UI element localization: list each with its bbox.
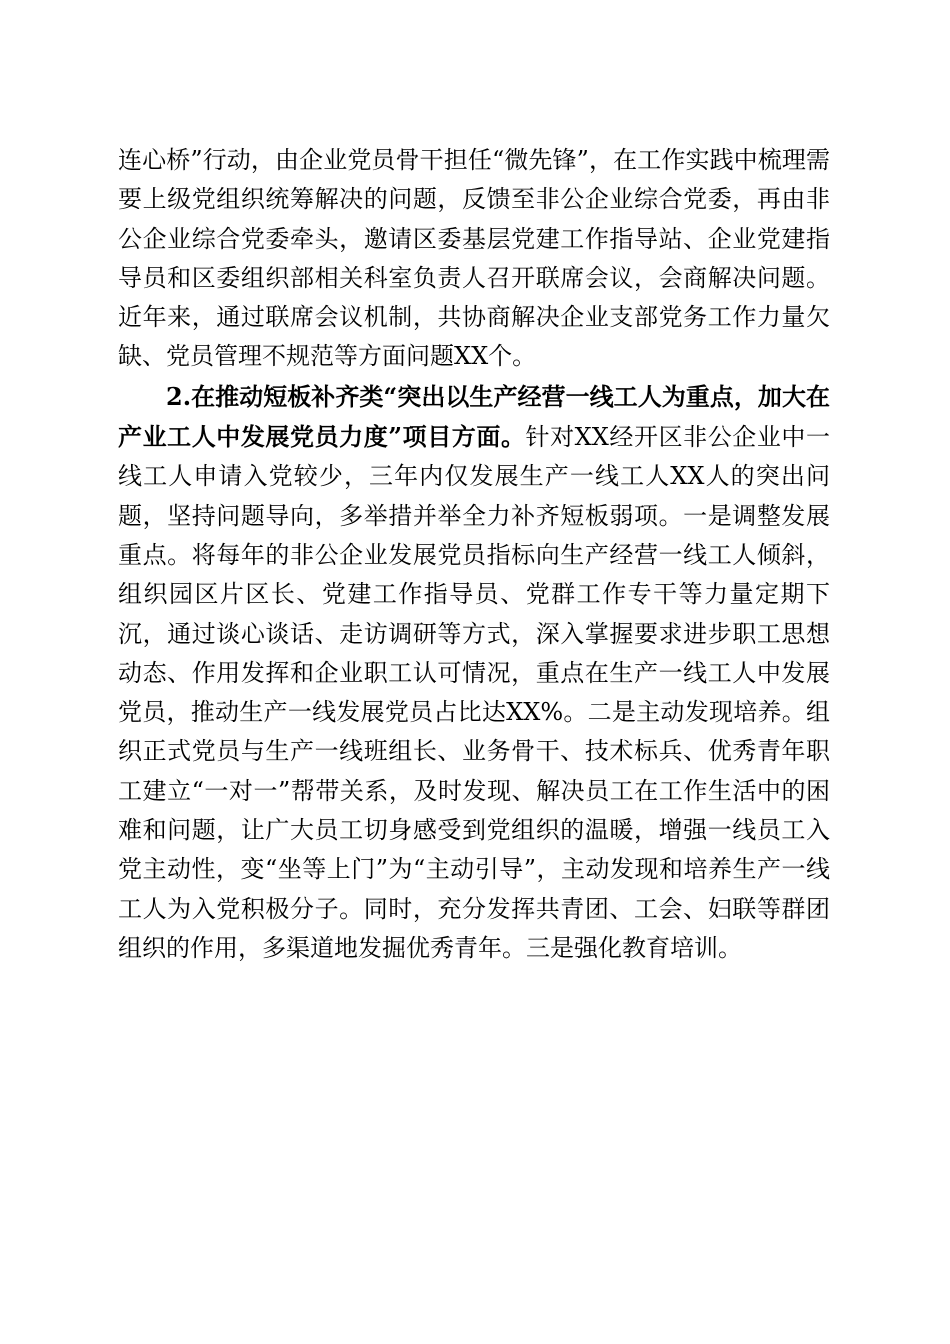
paragraph-text: 连心桥”行动，由企业党员骨干担任“微先锋”，在工作实践中梳理需要上级党组织统筹解决的问题，反馈至非公企业综合党委，再由非公企业综合党委牵头，邀请区委基层党建工作指导站、企业党建指导员和区委组织部相关科室负责人召开联席会议，会商解决问题。近年来，通过联席会议机制，共协商解决企业支部党务工作力量欠缺、党员管理不规范等方面问题XX个。 bbox=[118, 146, 830, 371]
paragraph-text: 针对XX经开区非公企业中一线工人申请入党较少，三年内仅发展生产一线工人XX人的突出问题，坚持问题导向，多举措并举全力补齐短板弱项。一是调整发展重点。将每年的非公企业发展党员指标向生产经营一线工人倾斜，组织园区片区长、党建工作指导员、党群工作专干等力量定期下沉，通过谈心谈话、走访调研等方式，深入掌握要求进步职工思想动态、作用发挥和企业职工认可情况，重点在生产一线工人中发展党员，推动生产一线发展党员占比达XX%。二是主动发现培养。组织正式党员与生产一线班组长、业务骨干、技术标兵、优秀青年职工建立“一对一”帮带关系，及时发现、解决员工在工作生活中的困难和问题，让广大员工切身感受到党组织的温暖，增强一线员工入党主动性，变“坐等上门”为“主动引导”，主动发现和培养生产一线工人为入党积极分子。同时，充分发挥共青团、工会、妇联等群团组织的作用，多渠道地发掘优秀青年。三是强化教育培训。 bbox=[118, 423, 830, 962]
paragraph-section-2 bbox=[118, 377, 830, 968]
section-heading: 2.在推动短板补齐类“突出以生产经营一线工人为重点，加大在产业工人中发展党员力度”项目方面。 bbox=[118, 381, 830, 452]
paragraph-continuation bbox=[118, 141, 830, 377]
document-body bbox=[118, 141, 830, 968]
